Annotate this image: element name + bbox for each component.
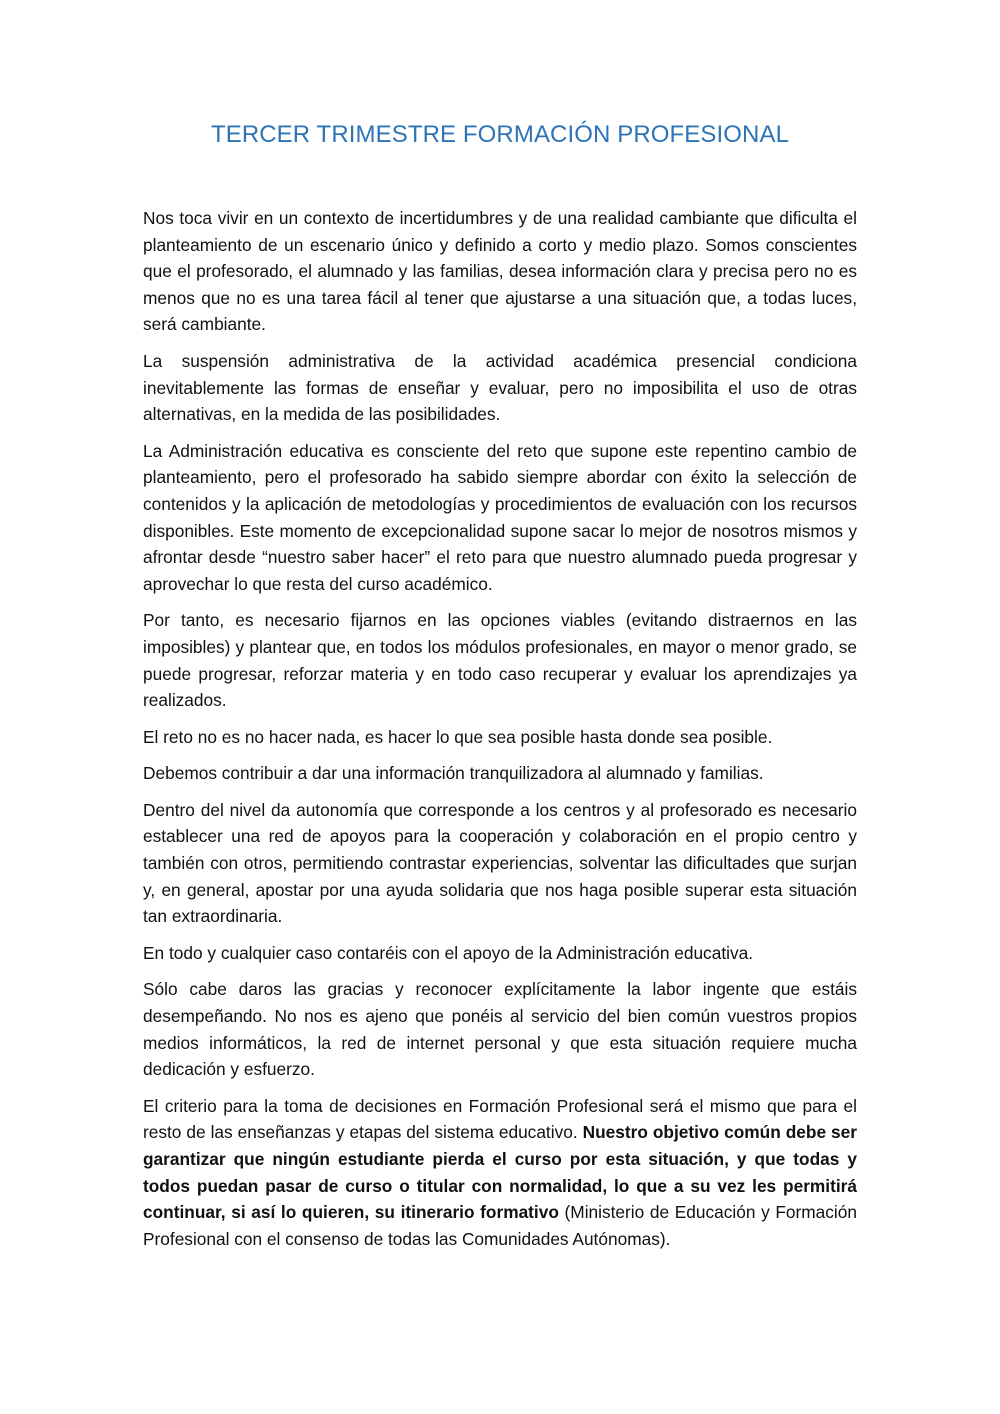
paragraph-viable-options: Por tanto, es necesario fijarnos en las opciones viables (evitando distraernos en las imposibles) y plantear que, en todos los módulos profesionales, en mayor o menor grado, se puede progresar, reforzar materia y en todo caso recuperar y evaluar los aprendizajes ya realizados. [143,610,857,711]
paragraph-criteria-intro: El criterio para la toma de decisiones en Formación Profesional será el mismo que para el resto de las enseñanzas y etapas del sistema educativo. [143,1095,857,1143]
paragraph-suspension: La suspensión administrativa de la actividad académica presencial condiciona inevitablemente las formas de enseñar y evaluar, pero no imposibilita el uso de otras alternativas, en la medida de las posibilidades. [143,350,857,425]
document-body [143,205,857,1252]
paragraph-autonomy: Dentro del nivel da autonomía que corresponde a los centros y al profesorado es necesario establecer una red de apoyos para la cooperación y colaboración en el propio centro y también con otros, permitiendo contrastar experiencias, solventar las dificultades que surjan y, en general, apostar por una ayuda solidaria que nos haga posible superar esta situación tan extraordinaria. [143,799,857,927]
paragraph-thanks: Sólo cabe daros las gracias y reconocer explícitamente la labor ingente que estáis desempeñando. No nos es ajeno que ponéis al servicio del bien común vuestros propios medios informáticos, la red de internet personal y que esta situación requiere mucha dedicación y esfuerzo. [143,979,857,1080]
paragraph-criteria-source: (Ministerio de Educación y Formación Profesional con el consenso de todas las Comunidades Autónomas). [143,1202,857,1249]
paragraph-criteria [143,1093,857,1253]
paragraph-challenge: El reto no es no hacer nada, es hacer lo que sea posible hasta donde sea posible. [143,726,773,747]
paragraph-administration: La Administración educativa es consciente del reto que supone este repentino cambio de planteamiento, pero el profesorado ha sabido siempre abordar con éxito la selección de contenidos y la aplicación de metodologías y procedimientos de evaluación con los recursos disponibles. Este momento de excepcionalidad supone sacar lo mejor de nosotros mismos y afrontar desde “nuestro saber hacer” el reto para que nuestro alumnado pueda progresar y aprovechar lo que resta del curso académico. [143,440,857,594]
paragraph-information: Debemos contribuir a dar una información tranquilizadora al alumnado y familias. [143,763,764,784]
paragraph-support: En todo y cualquier caso contaréis con el apoyo de la Administración educativa. [143,942,754,963]
paragraph-criteria-objective: Nuestro objetivo común debe ser garantizar que ningún estudiante pierda el curso por esta situación, y que todas y todos puedan pasar de curso o titular con normalidad, lo que a su vez les permitirá continuar, si así lo quieren, su itinerario formativo [143,1122,857,1223]
document-title: TERCER TRIMESTRE FORMACIÓN PROFESIONAL [210,121,790,148]
paragraph-context: Nos toca vivir en un contexto de incertidumbres y de una realidad cambiante que dificulta el planteamiento de un escenario único y definido a corto y medio plazo. Somos conscientes que el profesorado, el alumnado y las familias, desea información clara y precisa pero no es menos que no es una tarea fácil al tener que ajustarse a una situación que, a todas luces, será cambiante. [143,208,857,335]
